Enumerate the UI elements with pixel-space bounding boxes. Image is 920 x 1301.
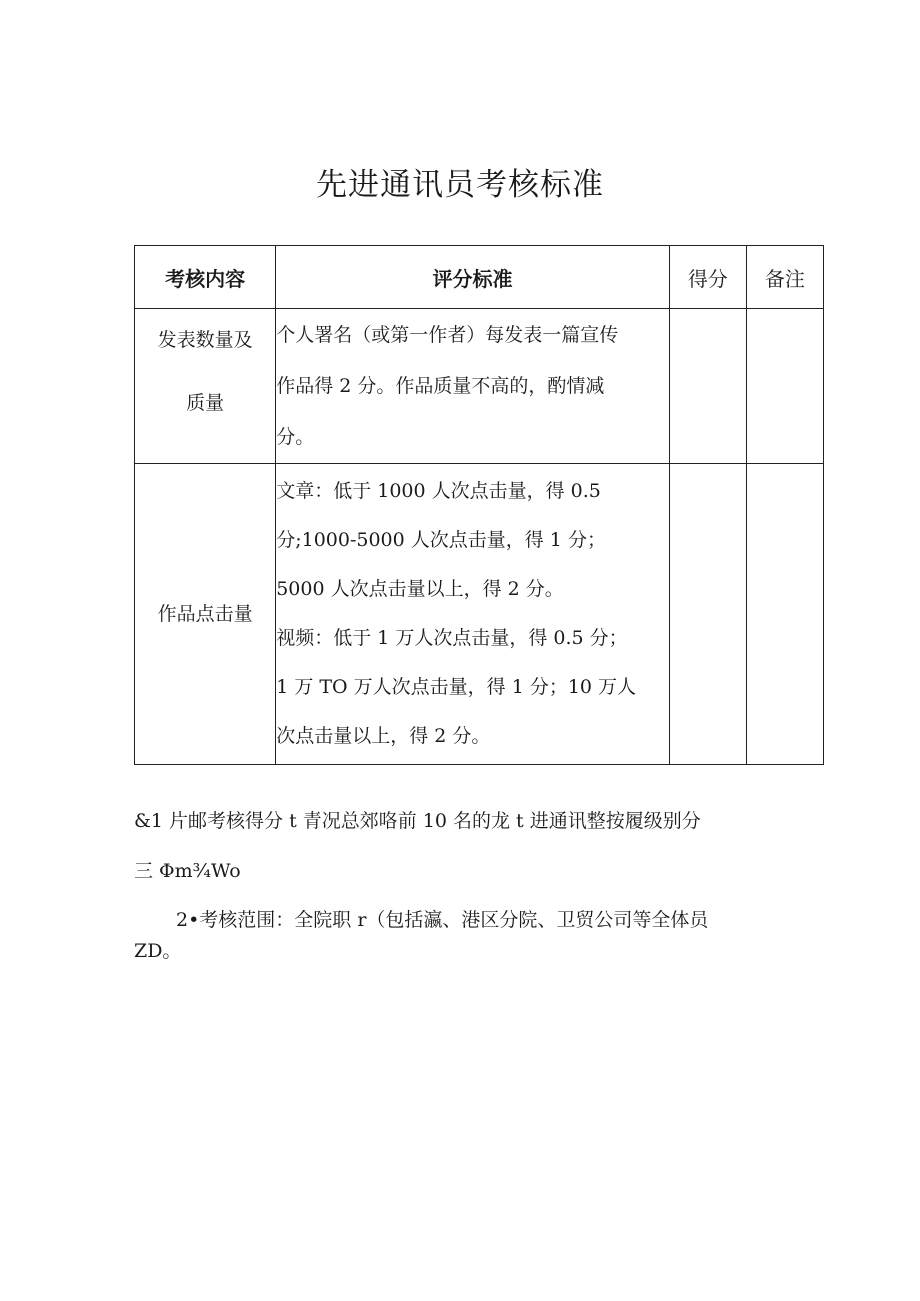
score-cell xyxy=(669,309,746,464)
page-title: 先进通讯员考核标准 xyxy=(316,167,604,203)
row-item-line: 质量 xyxy=(186,392,225,414)
standard-line: 文章：低于 1000 人次点击量，得 0.5 xyxy=(276,480,601,502)
header-remark: 备注 xyxy=(746,246,823,309)
header-content: 考核内容 xyxy=(135,246,276,309)
criteria-table xyxy=(134,245,824,765)
note-paragraph-line: &1 片邮考核得分 t 青况总郊咯前 10 名的龙 t 进通讯整按履级别分 xyxy=(134,810,701,832)
score-cell xyxy=(669,464,746,765)
table-header-row xyxy=(135,246,824,309)
standard-line: 视频：低于 1 万人次点击量，得 0.5 分； xyxy=(276,627,628,649)
note-paragraph-line: 三 Φm¾Wo xyxy=(134,860,241,882)
standard-line: 作品得 2 分。作品质量不高的，酌情减 xyxy=(276,374,605,397)
standard-line: 次点击量以上，得 2 分。 xyxy=(276,725,491,747)
scope-paragraph-line: ZD。 xyxy=(134,940,182,962)
row-item-line: 作品点击量 xyxy=(157,602,253,625)
table-row xyxy=(135,464,824,765)
table-row xyxy=(135,309,824,464)
remark-cell xyxy=(746,309,823,464)
row-item-cell xyxy=(135,464,276,765)
standard-line: 个人署名（或第一作者）每发表一篇宣传 xyxy=(276,323,619,346)
row-item-line: 发表数量及 xyxy=(157,329,253,351)
header-standard: 评分标准 xyxy=(276,246,670,309)
row-item-cell xyxy=(135,309,276,464)
standard-line: 分;1000-5000 人次点击量，得 1 分； xyxy=(276,529,606,551)
standard-line: 5000 人次点击量以上，得 2 分。 xyxy=(276,578,564,600)
row-standard-cell xyxy=(276,464,670,765)
row-standard-cell xyxy=(276,309,670,464)
standard-line: 1 万 TO 万人次点击量，得 1 分；10 万人 xyxy=(276,676,637,698)
remark-cell xyxy=(746,464,823,765)
standard-line: 分。 xyxy=(276,425,315,448)
scope-paragraph-line: 2•考核范围：全院职 r（包括瀛、港区分院、卫贸公司等全体员 xyxy=(176,909,709,931)
header-score: 得分 xyxy=(669,246,746,309)
